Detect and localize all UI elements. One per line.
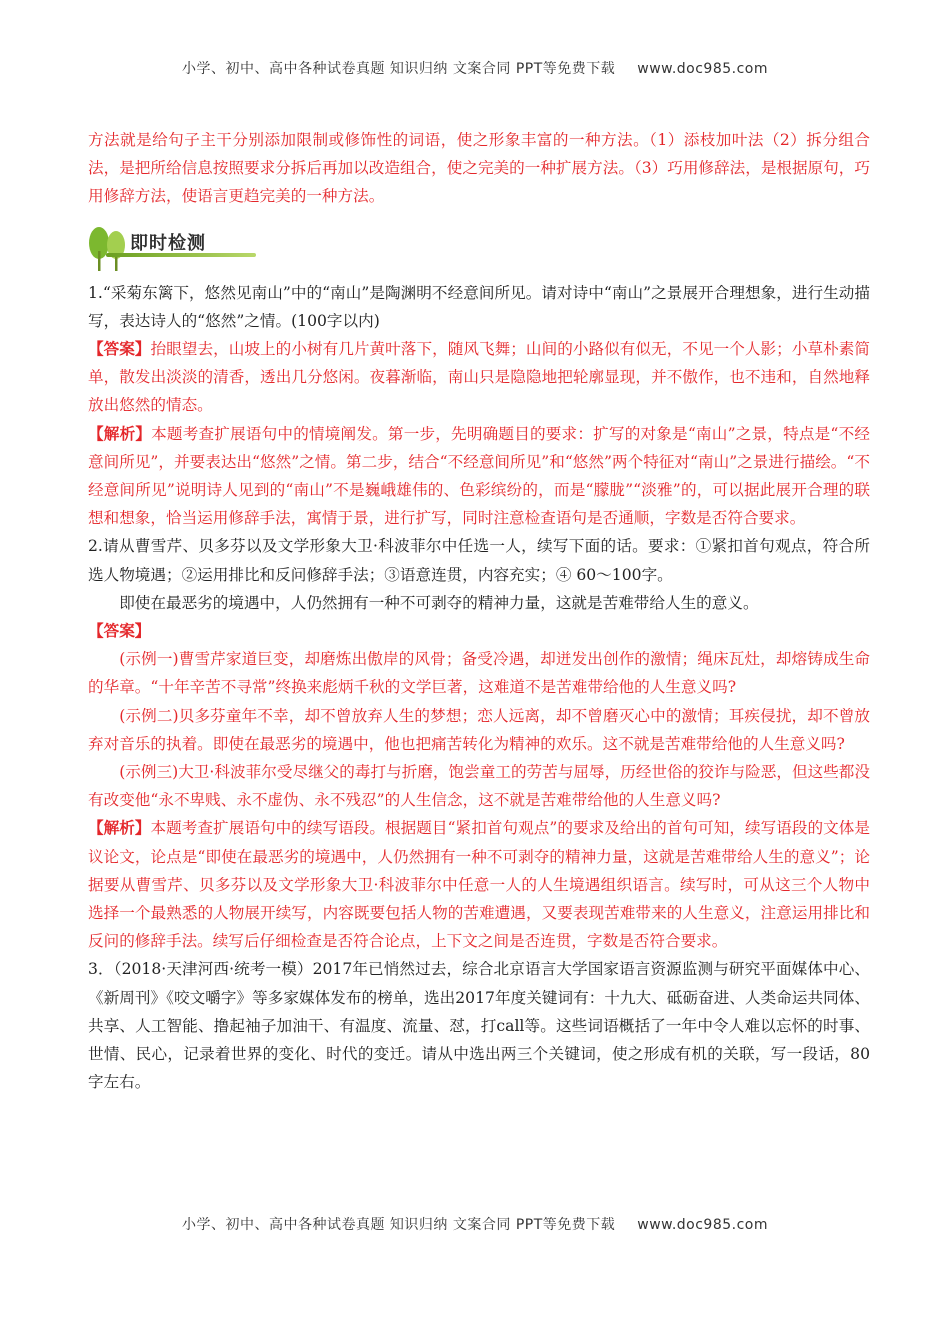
q1-analysis-text: 本题考查扩展语句中的情境阐发。第一步，先明确题目的要求：扩写的对象是“南山”之景，特点是“不经意间所见”，并要表达出“悠然”之情。第二步，结合“不经意间所见”和“悠然”两个特征对“南山”之景进行描绘。“不经意间所见”说明诗人见到的“南山”不是巍峨雄伟的、色彩缤纷的，而是“朦胧”“淡雅”的，可以据此展开合理的联想和想象，恰当运用修辞手法，寓情于景，进行扩写，同时注意检查语句是否通顺，字数是否符合要求。 — [88, 424, 870, 528]
q1-answer-tag: 【答案】 — [88, 339, 151, 359]
q2-question: 2.请从曹雪芹、贝多芬以及文学形象大卫·科波菲尔中任选一人，续写下面的话。要求：①紧扣首句观点，符合所选人物境遇；②运用排比和反问修辞手法；③语意连贯，内容充实；④ 60～100字。 — [88, 537, 870, 584]
q1-answer-text: 抬眼望去，山坡上的小树有几片黄叶落下，随风飞舞；山间的小路似有似无，不见一个人影；小草朴素简单，散发出淡淡的清香，透出几分悠闲。夜暮渐临，南山只是隐隐地把轮廓显现，并不傲作，也不违和，自然地释放出悠然的情态。 — [88, 340, 870, 415]
q1-analysis-tag: 【解析】 — [88, 423, 152, 443]
q2-example: (示例一)曹雪芹家道巨变，却磨炼出傲岸的风骨；备受冷遇，却迸发出创作的激情；绳床瓦灶，却熔铸成生命的华章。“十年辛苦不寻常”终换来彪炳千秋的文学巨著，这难道不是苦难带给他的人生意义吗? — [88, 650, 870, 697]
footer-site-link[interactable]: www.doc985.com — [637, 1217, 769, 1233]
page-footer — [0, 1214, 950, 1234]
tree-icon — [86, 225, 130, 273]
q3-question: 3．（2018·天津河西·统考一模）2017年已悄然过去，综合北京语言大学国家语言资源监测与研究平面媒体中心、《新周刊》《咬文嚼字》等多家媒体发布的榜单，选出2017年度关键词有：十九大、砥砺奋进、人类命运共同体、共享、人工智能、撸起袖子加油干、有温度、流量、怼，打call等。这些词语概括了一年中令人难以忘怀的时事、世情、民心，记录着世界的变化、时代的变迁。请从中选出两三个关键词，使之形成有机的关联，写一段话，80字左右。 — [88, 960, 870, 1092]
page-content — [88, 126, 870, 1097]
footer-text: 小学、初中、高中各种试卷真题 知识归纳 文案合同 PPT等免费下载 — [181, 1217, 616, 1233]
q2-answer-tag: 【答案】 — [88, 621, 151, 641]
q2-lead-sentence: 即使在最恶劣的境遇中，人仍然拥有一种不可剥夺的精神力量，这就是苦难带给人生的意义。 — [119, 593, 759, 612]
section-banner — [86, 225, 870, 273]
section-title: 即时检测 — [130, 232, 206, 254]
header-text: 小学、初中、高中各种试卷真题 知识归纳 文案合同 PPT等免费下载 — [181, 61, 616, 77]
intro-paragraph: 方法就是给句子主干分别添加限制或修饰性的词语，使之形象丰富的一种方法。（1）添枝加叶法（2）拆分组合法，是把所给信息按照要求分拆后再加以改造组合，使之完美的一种扩展方法。（3）巧用修辞法，是根据原句，巧用修辞方法，使语言更趋完美的一种方法。 — [88, 131, 870, 206]
q1-question: 1.“采菊东篱下，悠然见南山”中的“南山”是陶渊明不经意间所见。请对诗中“南山”之景展开合理想象，进行生动描写，表达诗人的“悠然”之情。(100字以内) — [88, 283, 870, 330]
q1-answer — [88, 335, 870, 420]
q2-analysis-tag: 【解析】 — [88, 818, 151, 838]
q2-analysis-text: 本题考查扩展语句中的续写语段。根据题目“紧扣首句观点”的要求及给出的首句可知，续写语段的文体是议论文，论点是“即使在最恶劣的境遇中，人仍然拥有一种不可剥夺的精神力量，这就是苦难带给人生的意义”；论据要从曹雪芹、贝多芬以及文学形象大卫·科波菲尔中任意一人的人生境遇组织语言。续写时，可从这三个人物中选择一个最熟悉的人物展开续写，内容既要包括人物的苦难遭遇，又要表现苦难带来的人生意义，注意运用排比和反问的修辞手法。续写后仔细检查是否符合论点，上下文之间是否连贯，字数是否符合要求。 — [88, 819, 870, 951]
q2-example: (示例二)贝多芬童年不幸，却不曾放弃人生的梦想；恋人远离，却不曾磨灭心中的激情；耳疾侵扰，却不曾放弃对音乐的执着。即使在最恶劣的境遇中，他也把痛苦转化为精神的欢乐。这不就是苦难带给他的人生意义吗? — [88, 706, 870, 753]
q1-analysis — [88, 420, 870, 533]
page-header — [0, 58, 950, 78]
q2-analysis — [88, 814, 870, 955]
q2-example: (示例三)大卫·科波菲尔受尽继父的毒打与折磨，饱尝童工的劳苦与屈辱，历经世俗的狡诈与险恶，但这些都没有改变他“永不卑贱、永不虚伪、永不残忍”的人生信念，这不就是苦难带给他的人生意义吗? — [88, 763, 870, 810]
header-site-link[interactable]: www.doc985.com — [637, 61, 769, 77]
